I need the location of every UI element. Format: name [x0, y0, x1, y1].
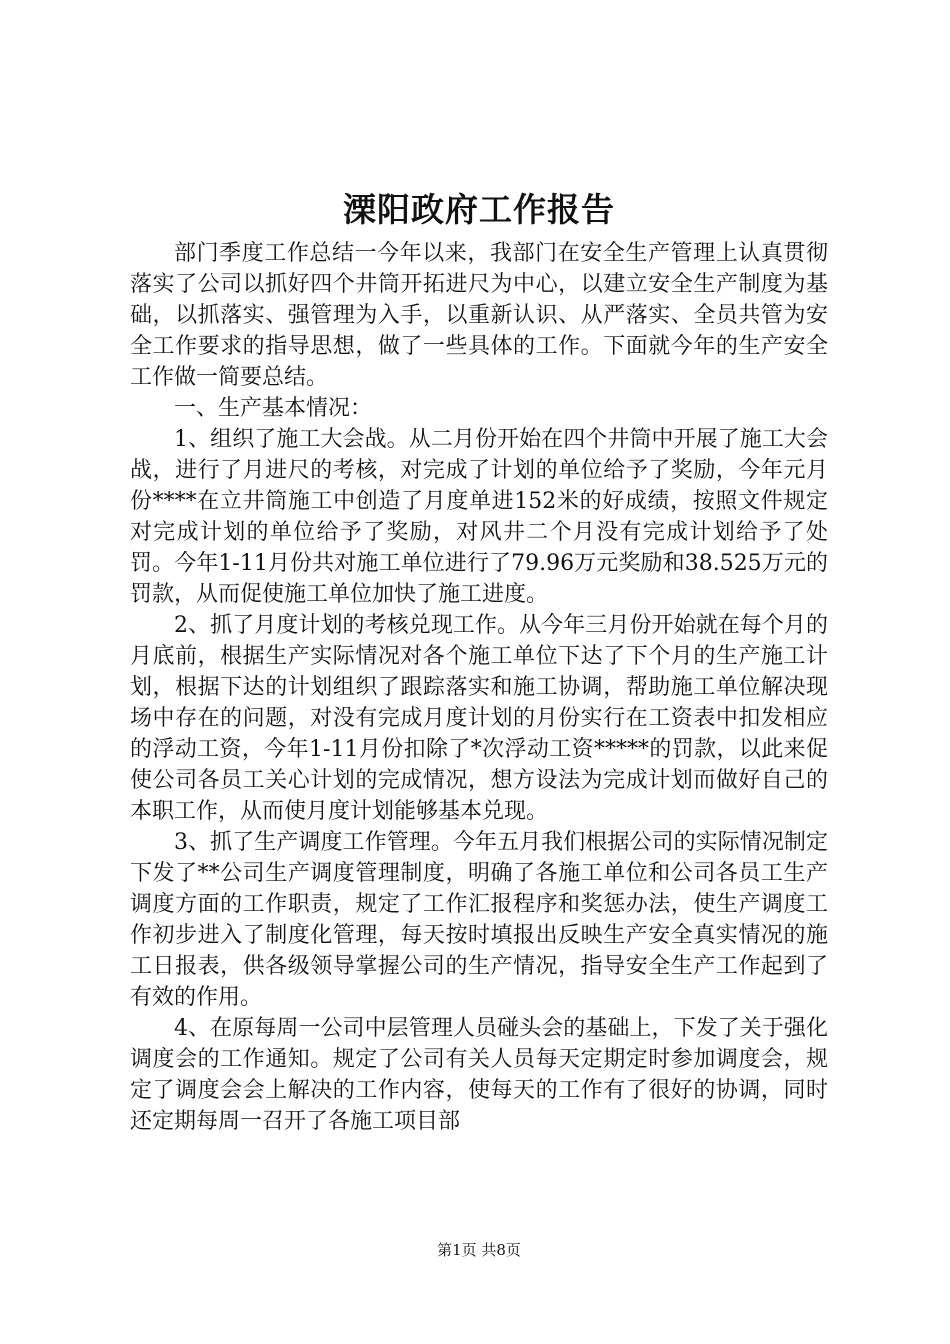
document-page	[130, 0, 828, 1344]
paragraph-item-1: 1、组织了施工大会战。从二月份开始在四个井筒中开展了施工大会战，进行了月进尺的考核，对完成了计划的单位给予了奖励，今年元月份****在立井筒施工中创造了月度单进152米的好成绩，按照文件规定对完成计划的单位给予了奖励，对风井二个月没有完成计划给予了处罚。今年1-11月份共对施工单位进行了79.96万元奖励和38.525万元的罚款，从而促使施工单位加快了施工进度。	[130, 427, 828, 607]
section-heading: 一、生产基本情况：	[174, 396, 373, 421]
document-body	[130, 238, 828, 1137]
paragraph-intro: 部门季度工作总结一今年以来，我部门在安全生产管理上认真贯彻落实了公司以抓好四个井筒开拓进尺为中心，以建立安全生产制度为基础，以抓落实、强管理为入手，以重新认识、从严落实、全员共管为安全工作要求的指导思想，做了一些具体的工作。下面就今年的生产安全工作做一简要总结。	[130, 241, 828, 390]
paragraph-item-3: 3、抓了生产调度工作管理。今年五月我们根据公司的实际情况制定下发了**公司生产调度管理制度，明确了各施工单位和公司各员工生产调度方面的工作职责，规定了工作汇报程序和奖惩办法，使生产调度工作初步进入了制度化管理，每天按时填报出反映生产安全真实情况的施工日报表，供各级领导掌握公司的生产情况，指导安全生产工作起到了有效的作用。	[130, 830, 828, 1010]
paragraph-item-2: 2、抓了月度计划的考核兑现工作。从今年三月份开始就在每个月的月底前，根据生产实际情况对各个施工单位下达了下个月的生产施工计划，根据下达的计划组织了跟踪落实和施工协调，帮助施工单位解决现场中存在的问题，对没有完成月度计划的月份实行在工资表中扣发相应的浮动工资，今年1-11月份扣除了*次浮动工资*****的罚款，以此来促使公司各员工关心计划的完成情况，想方设法为完成计划而做好自己的本职工作，从而使月度计划能够基本兑现。	[130, 613, 828, 824]
page-footer: 第1页 共8页	[437, 1241, 521, 1259]
document-title: 溧阳政府工作报告	[343, 190, 615, 229]
paragraph-item-4: 4、在原每周一公司中层管理人员碰头会的基础上，下发了关于强化调度会的工作通知。规定了公司有关人员每天定期定时参加调度会，规定了调度会会上解决的工作内容，使每天的工作有了很好的协调，同时还定期每周一召开了各施工项目部	[130, 1016, 828, 1134]
